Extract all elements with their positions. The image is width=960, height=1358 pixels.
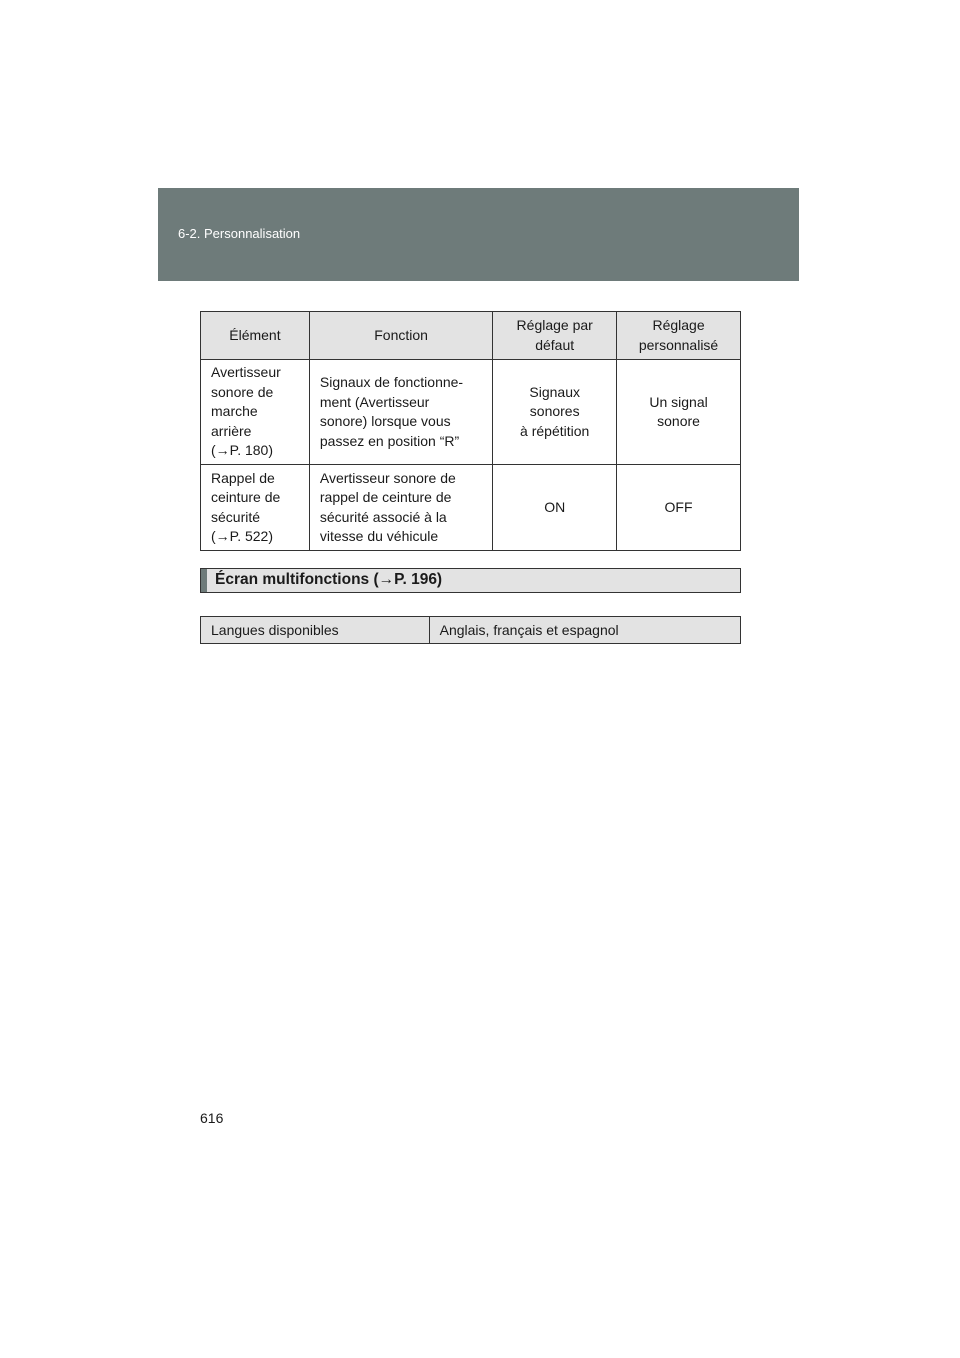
languages-table (200, 616, 741, 644)
chapter-title: 6-2. Personnalisation (178, 226, 301, 241)
section-heading-text: Écran multifonctions (→P. 196) (215, 571, 443, 588)
table-row (201, 465, 741, 551)
row-item-cell: Rappel de ceinture de sécurité (→P. 522) (201, 465, 310, 551)
section-heading-multifunction-display (200, 568, 741, 593)
column-header-custom: Réglage personnalisé (617, 312, 741, 360)
column-header-default: Réglage par défaut (493, 312, 617, 360)
section-heading-accent-bar (201, 569, 207, 592)
row-default-cell: Signaux sonores à répétition (493, 360, 617, 465)
languages-value: Anglais, français et espagnol (429, 617, 740, 644)
table-row (201, 360, 741, 465)
row-function-cell: Signaux de fonctionne- ment (Avertisseur sonore) lorsque vous passez en position “R” (309, 360, 492, 465)
customization-table (200, 311, 741, 551)
row-default-cell: ON (493, 465, 617, 551)
row-item-cell: Avertisseur sonore de marche arrière (→P. 180) (201, 360, 310, 465)
chapter-header-band (158, 188, 799, 281)
row-custom-cell: OFF (617, 465, 741, 551)
column-header-function: Fonction (309, 312, 492, 360)
page-number: 616 (200, 1110, 224, 1126)
row-function-cell: Avertisseur sonore de rappel de ceinture de sécurité associé à la vitesse du véhicule (309, 465, 492, 551)
languages-label: Langues disponibles (201, 617, 430, 644)
column-header-element: Élément (201, 312, 310, 360)
table-header-row (201, 312, 741, 360)
row-custom-cell: Un signal sonore (617, 360, 741, 465)
table-row (201, 617, 741, 644)
